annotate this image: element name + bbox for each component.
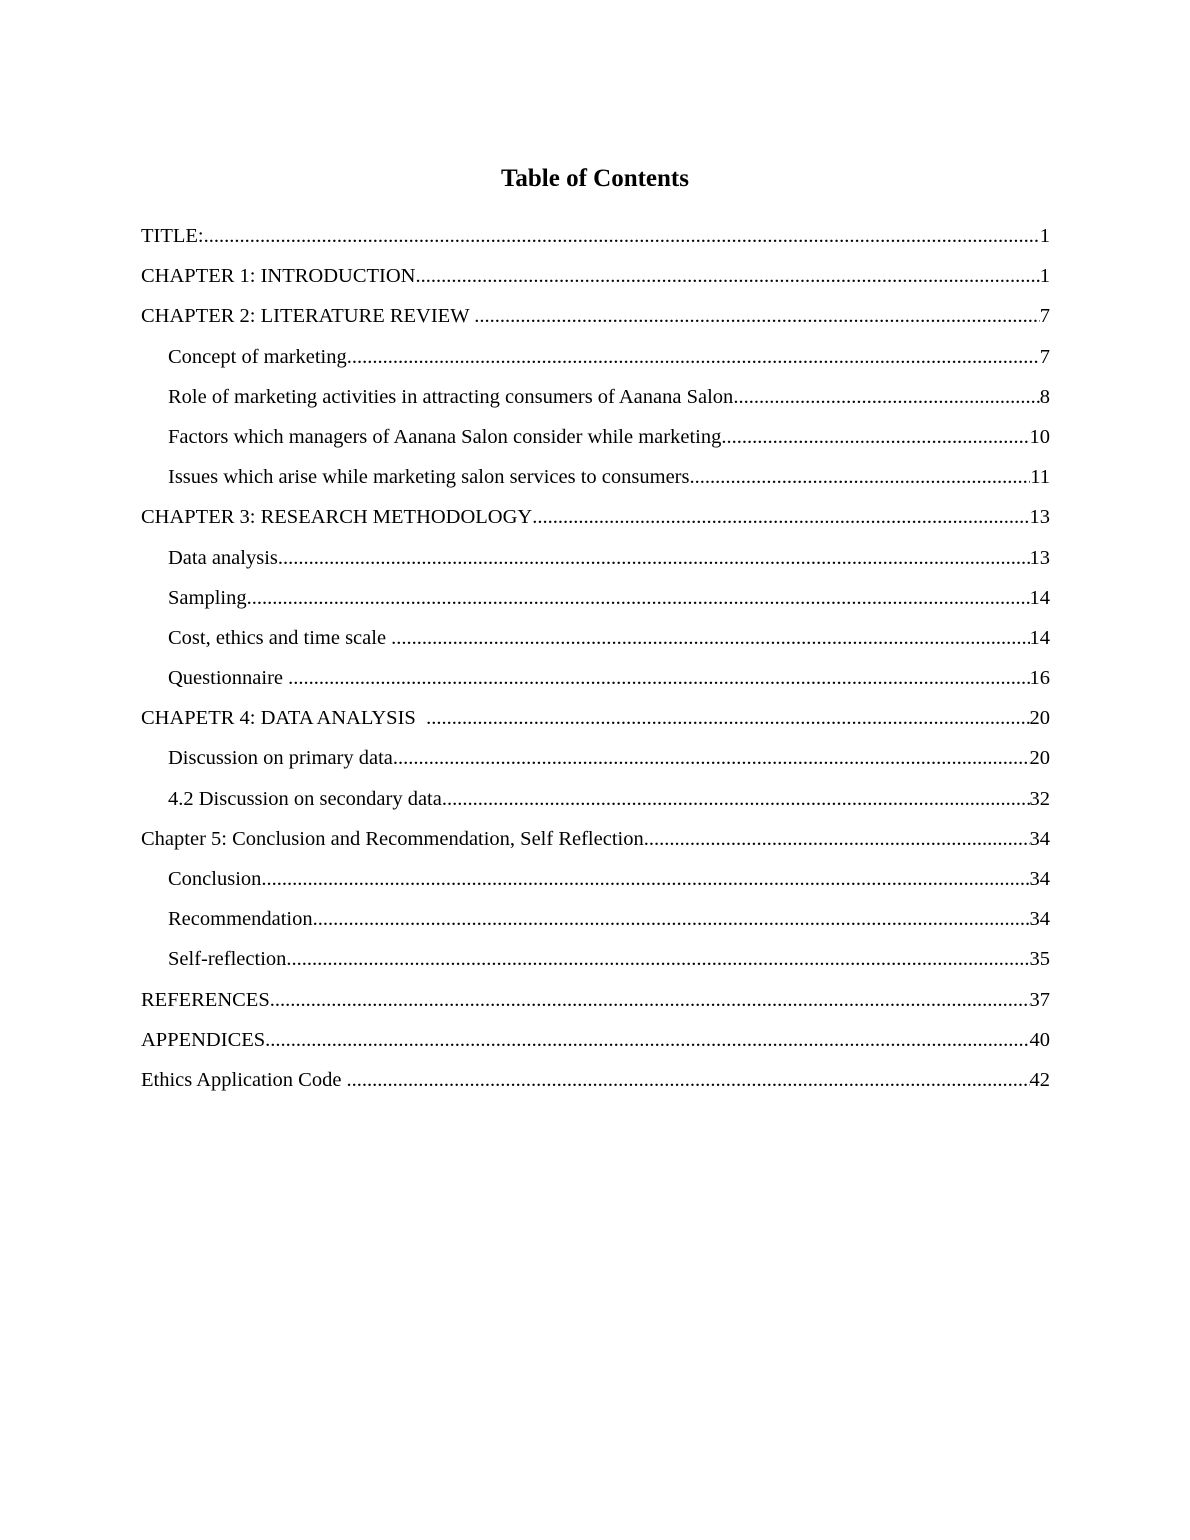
toc-entry-text: CHAPETR 4: DATA ANALYSIS <box>141 707 427 730</box>
toc-dot-leader <box>261 863 1029 895</box>
toc-entry[interactable] <box>141 823 1050 863</box>
toc-entry-text: Discussion on primary data <box>168 747 393 770</box>
toc-entry[interactable] <box>141 863 1050 903</box>
toc-dot-leader <box>644 823 1030 855</box>
toc-entry[interactable] <box>141 501 1050 541</box>
toc-entry-text: Data analysis <box>168 546 278 569</box>
toc-entry[interactable] <box>141 220 1050 260</box>
toc-entry-text: Cost, ethics and time scale <box>168 626 392 649</box>
toc-entry-text: Self-reflection <box>168 948 287 971</box>
toc-entry[interactable] <box>141 1024 1050 1064</box>
toc-page-number: 34 <box>1029 908 1050 931</box>
toc-entry[interactable] <box>141 341 1050 381</box>
toc-dot-leader <box>689 461 1030 493</box>
toc-dot-leader <box>415 260 1039 292</box>
toc-entry[interactable] <box>141 542 1050 582</box>
toc-page-number: 13 <box>1029 546 1050 569</box>
toc-page-number: 32 <box>1029 787 1050 810</box>
toc-entry[interactable] <box>141 461 1050 501</box>
toc-entry[interactable] <box>141 1064 1050 1104</box>
toc-dot-leader <box>288 662 1029 694</box>
toc-dot-leader <box>347 1064 1030 1096</box>
toc-entry-text: CHAPTER 1: INTRODUCTION <box>141 265 416 288</box>
toc-entry[interactable] <box>141 622 1050 662</box>
toc-dot-leader <box>442 783 1030 815</box>
toc-page-number: 11 <box>1030 466 1050 489</box>
toc-page-number: 7 <box>1039 305 1050 328</box>
toc-page-number: 14 <box>1029 626 1050 649</box>
toc-entry-text: APPENDICES <box>141 1028 266 1051</box>
toc-page-number: 40 <box>1029 1028 1050 1051</box>
toc-page-number: 16 <box>1029 667 1050 690</box>
toc-entry-text: Concept of marketing <box>168 345 347 368</box>
toc-entry[interactable] <box>141 783 1050 823</box>
toc-entry[interactable] <box>141 260 1050 300</box>
toc-entry[interactable] <box>141 662 1050 702</box>
toc-dot-leader <box>393 742 1030 774</box>
toc-entry[interactable] <box>141 300 1050 340</box>
toc-entry-text: REFERENCES <box>141 988 270 1011</box>
toc-page-number: 1 <box>1039 225 1050 247</box>
toc-page-number: 35 <box>1029 948 1050 971</box>
toc-entry[interactable] <box>141 984 1050 1024</box>
toc-dot-leader <box>270 984 1030 1016</box>
toc-page-number: 13 <box>1029 506 1050 529</box>
toc-entry-text: CHAPTER 2: LITERATURE REVIEW <box>141 305 475 328</box>
toc-page-number: 8 <box>1039 385 1050 408</box>
toc-entry[interactable] <box>141 742 1050 782</box>
page-title: Table of Contents <box>501 165 689 192</box>
toc-page-number: 42 <box>1029 1068 1050 1091</box>
toc-dot-leader <box>426 702 1029 734</box>
toc-dot-leader <box>265 1024 1029 1056</box>
toc-entry-text: Questionnaire <box>168 667 289 690</box>
toc-entry[interactable] <box>141 702 1050 742</box>
toc-entry-text: Role of marketing activities in attracting consumers of Aanana Salon <box>168 385 734 408</box>
toc-entry[interactable] <box>141 421 1050 461</box>
toc-dot-leader <box>313 903 1030 935</box>
toc-dot-leader <box>474 300 1039 332</box>
toc-entry-text: Issues which arise while marketing salon services to consumers <box>168 466 690 489</box>
toc-page-number: 1 <box>1039 265 1050 288</box>
toc-page-number: 7 <box>1039 345 1050 368</box>
toc-dot-leader <box>391 622 1029 654</box>
toc-entry[interactable] <box>141 582 1050 622</box>
toc-entry-text: TITLE: <box>141 225 204 247</box>
toc-page-number: 37 <box>1029 988 1050 1011</box>
toc-dot-leader <box>278 542 1030 574</box>
toc-entry[interactable] <box>141 903 1050 943</box>
toc-dot-leader <box>733 381 1039 413</box>
toc-dot-leader <box>721 421 1029 453</box>
toc-page-number: 10 <box>1029 425 1050 448</box>
toc-dot-leader <box>347 341 1040 373</box>
toc-dot-leader <box>204 220 1040 252</box>
toc-entry-text: Recommendation <box>168 908 313 931</box>
toc-dot-leader <box>286 943 1029 975</box>
toc-entry-text: Chapter 5: Conclusion and Recommendation, Self Reflection <box>141 827 644 850</box>
toc-entry-text: Sampling <box>168 586 247 609</box>
toc-entry-text: Ethics Application Code <box>141 1068 347 1091</box>
toc-entry-text: 4.2 Discussion on secondary data <box>168 787 442 810</box>
toc-entry[interactable] <box>141 381 1050 421</box>
toc-dot-leader <box>532 501 1029 533</box>
toc-page-number: 34 <box>1029 868 1050 890</box>
toc-entry-text: Factors which managers of Aanana Salon consider while marketing <box>168 425 722 448</box>
toc-entry-text: CHAPTER 3: RESEARCH METHODOLOGY <box>141 506 533 529</box>
toc-page-number: 20 <box>1029 747 1050 770</box>
toc-entry-text: Conclusion <box>168 868 262 890</box>
toc-dot-leader <box>247 582 1030 614</box>
toc-list <box>141 220 1050 1104</box>
toc-page-number: 14 <box>1029 586 1050 609</box>
toc-page-number: 20 <box>1029 707 1050 730</box>
toc-page-number: 34 <box>1029 827 1050 850</box>
toc-entry[interactable] <box>141 943 1050 983</box>
